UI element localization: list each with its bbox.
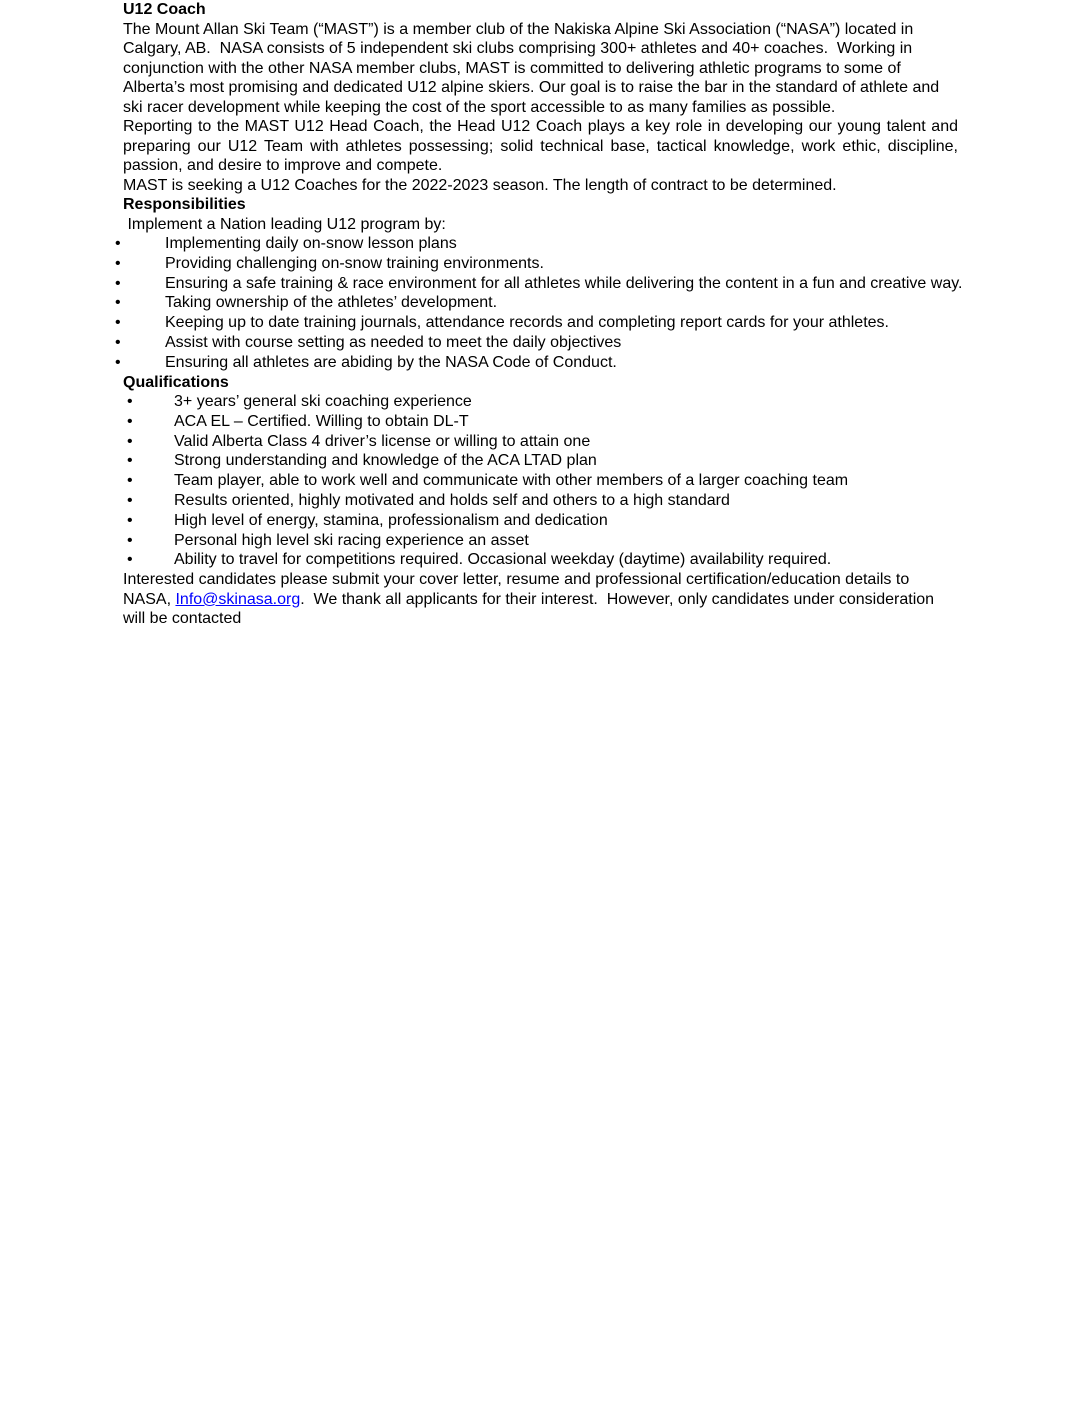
closing-text-before: Interested candidates please submit your cover letter, resume and professional certification/education details to NASA, [123, 571, 914, 608]
list-item: • Valid Alberta Class 4 driver’s license or willing to attain one [123, 432, 958, 452]
list-item: • Results oriented, highly motivated and holds self and others to a high standard [123, 491, 958, 511]
email-link[interactable]: Info@skinasa.org [175, 590, 301, 608]
intro-paragraph: The Mount Allan Ski Team (“MAST”) is a member club of the Nakiska Alpine Ski Association (“NASA”) located in Calgary, AB. NASA consists of 5 independent ski clubs comprising 300+ athletes and 40+ coaches. Working in conjunction with the other NASA member clubs, MAST is committed to delivering athletic programs to some of Alberta’s most promising and dedicated U12 alpine skiers. Our goal is to raise the bar in the standard of athlete and ski racer development while keeping the cost of the sport accessible to as many families as possible. [123, 20, 944, 116]
document-content [123, 0, 963, 629]
list-item: • Team player, able to work well and communicate with other members of a larger coaching team [123, 471, 958, 491]
responsibilities-heading: Responsibilities [123, 196, 246, 213]
list-item: • Ensuring all athletes are abiding by the NASA Code of Conduct. [123, 353, 958, 373]
responsibilities-list [123, 234, 963, 373]
list-item: • Strong understanding and knowledge of the ACA LTAD plan [123, 451, 958, 471]
list-item: • 3+ years’ general ski coaching experience [123, 392, 958, 412]
page-title: U12 Coach [123, 1, 206, 18]
list-item: • Ensuring a safe training & race environment for all athletes while delivering the content in a fun and creative way. [123, 274, 958, 294]
seeking-paragraph: MAST is seeking a U12 Coaches for the 2022-2023 season. The length of contract to be determined. [123, 176, 837, 194]
reporting-paragraph: Reporting to the MAST U12 Head Coach, the Head U12 Coach plays a key role in developing our young talent and preparing our U12 Team with athletes possessing; solid technical base, tactical knowledge, work ethic, discipline, passion, and desire to improve and compete. [123, 118, 958, 174]
list-item: • Ability to travel for competitions required. Occasional weekday (daytime) availability required. [123, 550, 958, 570]
qualifications-list [123, 392, 958, 570]
closing-text-after: . We thank all applicants for their interest. However, only candidates under consideration will be contacted [123, 590, 939, 628]
list-item: • Personal high level ski racing experience an asset [123, 531, 958, 551]
list-item: • Providing challenging on-snow training environments. [123, 254, 958, 274]
qualifications-heading: Qualifications [123, 373, 229, 391]
list-item: • Assist with course setting as needed to meet the daily objectives [123, 333, 958, 353]
list-item: • Implementing daily on-snow lesson plans [123, 234, 958, 254]
responsibilities-lead: Implement a Nation leading U12 program by: [123, 215, 446, 233]
closing-paragraph [123, 570, 958, 629]
list-item: • Taking ownership of the athletes’ development. [123, 293, 958, 313]
list-item: • Keeping up to date training journals, attendance records and completing report cards for your athletes. [123, 313, 958, 333]
list-item: • ACA EL – Certified. Willing to obtain DL-T [123, 412, 958, 432]
list-item: • High level of energy, stamina, professionalism and dedication [123, 511, 958, 531]
